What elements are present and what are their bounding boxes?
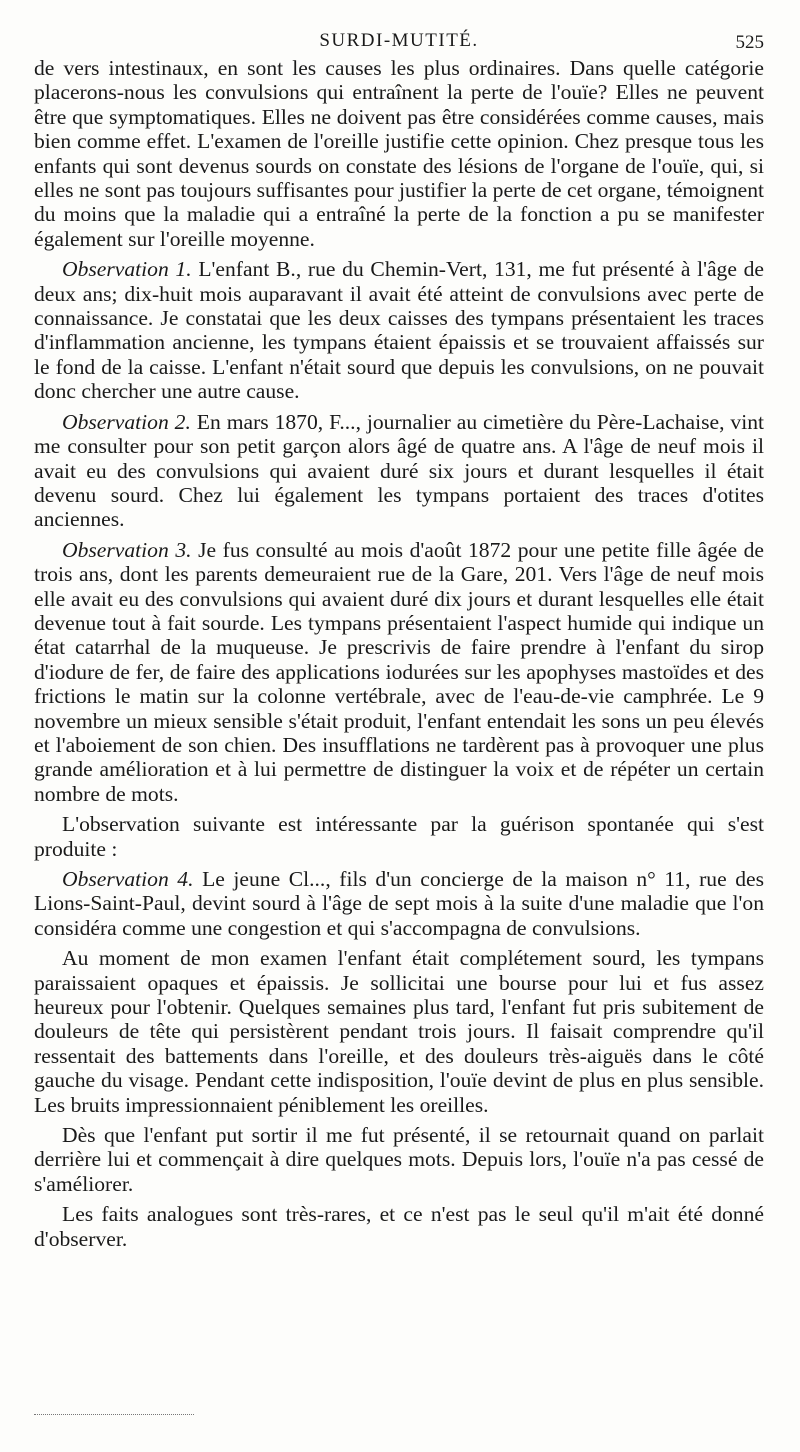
paragraph-text: Dès que l'enfant put sortir il me fut présenté, il se retournait quand on parlait derrière lui et commençait à dire quelques mots. Depuis lors, l'ouïe n'a pas cessé de s'améliorer.: [34, 1123, 764, 1196]
paragraph-recovery: [34, 1123, 764, 1196]
paragraph-continuation: [34, 56, 764, 251]
paragraph-observation-2: [34, 410, 764, 532]
paragraph-observation-4: [34, 867, 764, 940]
running-head: [34, 28, 764, 56]
footer-rule: [34, 1414, 194, 1415]
paragraph-text: En mars 1870, F..., journalier au cimetière du Père-Lachaise, vint me consulter pour son petit garçon alors âgé de quatre ans. A l'âge de neuf mois il avait eu des convulsions qui avaient duré six jours et durant lesquelles il était devenu sourd. Chez lui également les tympans portaient des traces d'otites anciennes.: [34, 409, 764, 532]
paragraph-examination: [34, 946, 764, 1117]
page-number: 525: [735, 32, 764, 53]
paragraph-text: de vers intestinaux, en sont les causes les plus ordinaires. Dans quelle catégorie placerons-nous les convulsions qui entraînent la perte de l'ouïe? Elles ne peuvent être que symptomatiques. Elles ne doivent pas être considérées comme causes, mais bien comme effet. L'examen de l'oreille justifie cette opinion. Chez presque tous les enfants qui sont devenus sourds on constate des lésions de l'organe de l'ouïe, qui, si elles ne sont pas toujours suffisantes pour justifier la perte de cet organe, témoignent du moins que la maladie qui a entraîné la perte de la fonction a pu se manifester également sur l'oreille moyenne.: [34, 56, 764, 251]
observation-label: Observation 4.: [62, 867, 194, 891]
paragraph-conclusion: [34, 1202, 764, 1251]
paragraph-observation-1: [34, 257, 764, 403]
paragraph-text: Je fus consulté au mois d'août 1872 pour une petite fille âgée de trois ans, dont les parents demeuraient rue de la Gare, 201. Vers l'âge de neuf mois elle avait eu des convulsions qui avaient duré dix jours et durant lesquelles elle était devenue tout à fait sourde. Les tympans présentaient l'aspect humide qui indique un état catarrhal de la muqueuse. Je prescrivis de faire prendre à l'enfant du sirop d'iodure de fer, de faire des applications iodurées sur les apophyses mastoïdes et des frictions le matin sur la colonne vertébrale, avec de l'eau-de-vie camphrée. Le 9 novembre un mieux sensible s'était produit, l'enfant entendait les sons un peu élevés et l'aboiement de son chien. Des insufflations ne tardèrent pas à provoquer une plus grande amélioration et à lui permettre de distinguer la voix et de répéter un certain nombre de mots.: [34, 537, 764, 806]
paragraph-text: Les faits analogues sont très-rares, et ce n'est pas le seul qu'il m'ait été donné d'observer.: [34, 1202, 764, 1251]
observation-label: Observation 1.: [62, 257, 192, 282]
paragraph-intro-observation-4: [34, 812, 764, 861]
body-text: [34, 56, 764, 1251]
observation-label: Observation 2.: [62, 409, 191, 434]
paragraph-text: Le jeune Cl..., fils d'un concierge de la maison n° 11, rue des Lions-Saint-Paul, devint sourd à l'âge de sept mois à la suite d'une maladie que l'on considéra comme une congestion et qui s'accompagna de convulsions.: [34, 867, 764, 940]
paragraph-text: Au moment de mon examen l'enfant était complétement sourd, les tympans paraissaient opaques et épaissis. Je sollicitai une bourse pour lui et fus assez heureux pour l'obtenir. Quelques semaines plus tard, l'enfant fut pris subitement de douleurs de tête qui persistèrent pendant trois jours. Il faisait comprendre qu'il ressentait des battements dans l'oreille, et des douleurs très-aiguës dans le côté gauche du visage. Pendant cette indisposition, l'ouïe devint de plus en plus sensible. Les bruits impressionnaient péniblement les oreilles.: [34, 946, 764, 1117]
paragraph-text: L'enfant B., rue du Chemin-Vert, 131, me fut présenté à l'âge de deux ans; dix-huit mois auparavant il avait été atteint de convulsions avec perte de connaissance. Je constatai que les deux caisses des tympans présentaient les traces d'inflammation ancienne, les tympans étaient épaissis et se trouvaient affaissés sur le fond de la caisse. L'enfant n'était sourd que depuis les convulsions, on ne pouvait donc chercher une autre cause.: [34, 257, 764, 404]
running-head-title: SURDI-MUTITÉ.: [319, 30, 479, 51]
observation-label: Observation 3.: [62, 537, 192, 562]
paragraph-observation-3: [34, 538, 764, 806]
paragraph-text: L'observation suivante est intéressante par la guérison spontanée qui s'est produite :: [34, 812, 764, 861]
